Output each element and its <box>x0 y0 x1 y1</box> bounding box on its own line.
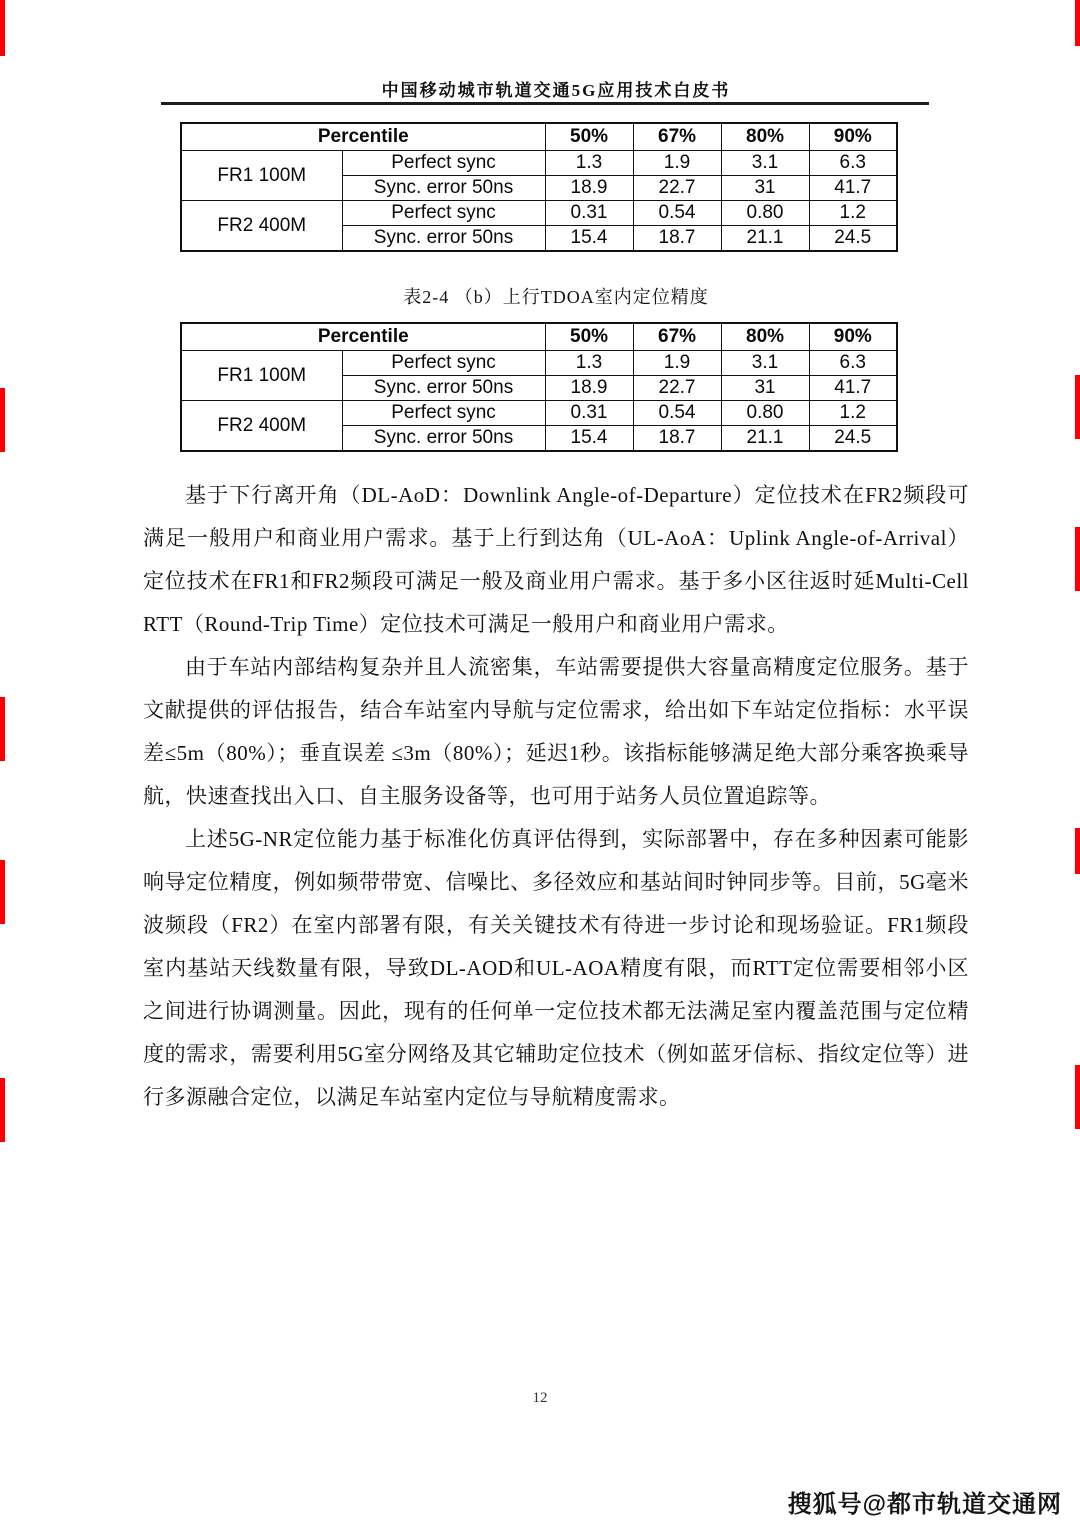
row-label-cell: Perfect sync <box>342 151 545 176</box>
red-edge-mark <box>1075 527 1080 591</box>
col-header-cell: 67% <box>633 123 721 151</box>
table-cell: 24.5 <box>809 426 897 452</box>
table-row <box>181 401 897 426</box>
table-cell: 1.3 <box>545 151 633 176</box>
table-cell: 0.54 <box>633 401 721 426</box>
table-cell: 6.3 <box>809 351 897 376</box>
table-cell: 1.9 <box>633 351 721 376</box>
table-cell: 6.3 <box>809 151 897 176</box>
table-cell: 18.9 <box>545 376 633 401</box>
table-cell: 31 <box>721 176 809 201</box>
table-cell: 3.1 <box>721 151 809 176</box>
table-cell: 24.5 <box>809 226 897 252</box>
table-row <box>181 123 897 151</box>
table-cell: 1.9 <box>633 151 721 176</box>
table-cell: 18.9 <box>545 176 633 201</box>
watermark: 搜狐号@都市轨道交通网 <box>787 1491 1062 1518</box>
col-header-cell: 80% <box>721 323 809 351</box>
table-cell: 0.80 <box>721 401 809 426</box>
tdoa-accuracy-table-2 <box>180 322 898 452</box>
table-cell: 0.31 <box>545 201 633 226</box>
percentile-header-cell: Percentile <box>181 323 545 351</box>
red-edge-mark <box>0 388 5 452</box>
paragraph: 上述5G-NR定位能力基于标准化仿真评估得到，实际部署中，存在多种因素可能影响导定位精度，例如频带带宽、信噪比、多径效应和基站间时钟同步等。目前，5G毫米波频段（FR2）在室内部署有限，有关关键技术有待进一步讨论和现场验证。FR1频段室内基站天线数量有限，导致DL-AOD和UL-AOA精度有限，而RTT定位需要相邻小区之间进行协调测量。因此，现有的任何单一定位技术都无法满足室内覆盖范围与定位精度的需求，需要利用5G室分网络及其它辅助定位技术（例如蓝牙信标、指纹定位等）进行多源融合定位，以满足车站室内定位与导航精度需求。 <box>143 827 969 1109</box>
page-number: 12 <box>532 1390 548 1406</box>
red-edge-mark <box>0 0 5 56</box>
row-group-cell: FR1 100M <box>181 351 342 401</box>
table-cell: 21.1 <box>721 426 809 452</box>
table-row <box>181 151 897 176</box>
red-edge-mark <box>1075 828 1080 874</box>
row-label-cell: Perfect sync <box>342 201 545 226</box>
table-caption: 表2-4 （b）上行TDOA室内定位精度 <box>403 287 709 307</box>
row-label-cell: Sync. error 50ns <box>342 376 545 401</box>
table-cell: 41.7 <box>809 176 897 201</box>
col-header-cell: 50% <box>545 323 633 351</box>
table-row <box>181 351 897 376</box>
table-1-container <box>180 122 898 252</box>
red-edge-mark <box>0 697 5 761</box>
table-cell: 15.4 <box>545 426 633 452</box>
row-label-cell: Perfect sync <box>342 401 545 426</box>
col-header-cell: 50% <box>545 123 633 151</box>
red-edge-mark <box>0 1078 5 1142</box>
row-label-cell: Sync. error 50ns <box>342 426 545 452</box>
red-edge-mark <box>1075 375 1080 439</box>
col-header-cell: 90% <box>809 323 897 351</box>
table-cell: 22.7 <box>633 176 721 201</box>
table-cell: 31 <box>721 376 809 401</box>
table-cell: 0.80 <box>721 201 809 226</box>
row-group-cell: FR2 400M <box>181 401 342 452</box>
row-label-cell: Sync. error 50ns <box>342 226 545 252</box>
row-group-cell: FR2 400M <box>181 201 342 252</box>
table-cell: 3.1 <box>721 351 809 376</box>
red-edge-mark <box>0 860 5 924</box>
table-cell: 18.7 <box>633 426 721 452</box>
page-title: 中国移动城市轨道交通5G应用技术白皮书 <box>381 81 731 100</box>
header-divider <box>161 102 929 105</box>
paragraph: 由于车站内部结构复杂并且人流密集，车站需要提供大容量高精度定位服务。基于文献提供的评估报告，结合车站室内导航与定位需求，给出如下车站定位指标：水平误差≤5m（80%）；垂直误差 ≤3m（80%）；延迟1秒。该指标能够满足绝大部分乘客换乘导航，快速查找出入口、自主服务设备等，也可用于站务人员位置追踪等。 <box>143 655 969 808</box>
table-cell: 22.7 <box>633 376 721 401</box>
tdoa-accuracy-table-1 <box>180 122 898 252</box>
col-header-cell: 67% <box>633 323 721 351</box>
table-cell: 21.1 <box>721 226 809 252</box>
table-2-container <box>180 322 898 452</box>
table-cell: 0.31 <box>545 401 633 426</box>
body-text-block <box>143 474 969 1119</box>
row-label-cell: Sync. error 50ns <box>342 176 545 201</box>
table-cell: 1.3 <box>545 351 633 376</box>
table-cell: 15.4 <box>545 226 633 252</box>
red-edge-mark <box>1075 1065 1080 1129</box>
row-label-cell: Perfect sync <box>342 351 545 376</box>
row-group-cell: FR1 100M <box>181 151 342 201</box>
table-cell: 41.7 <box>809 376 897 401</box>
table-row <box>181 323 897 351</box>
table-cell: 0.54 <box>633 201 721 226</box>
paragraph: 基于下行离开角（DL-AoD：Downlink Angle-of-Departure）定位技术在FR2频段可满足一般用户和商业用户需求。基于上行到达角（UL-AoA：Uplink Angle-of-Arrival）定位技术在FR1和FR2频段可满足一般及商业用户需求。基于多小区往返时延Multi-Cell RTT（Round-Trip Time）定位技术可满足一般用户和商业用户需求。 <box>143 483 969 636</box>
col-header-cell: 80% <box>721 123 809 151</box>
table-cell: 1.2 <box>809 401 897 426</box>
percentile-header-cell: Percentile <box>181 123 545 151</box>
col-header-cell: 90% <box>809 123 897 151</box>
table-cell: 18.7 <box>633 226 721 252</box>
table-cell: 1.2 <box>809 201 897 226</box>
red-edge-mark <box>1075 0 1080 46</box>
table-row <box>181 201 897 226</box>
